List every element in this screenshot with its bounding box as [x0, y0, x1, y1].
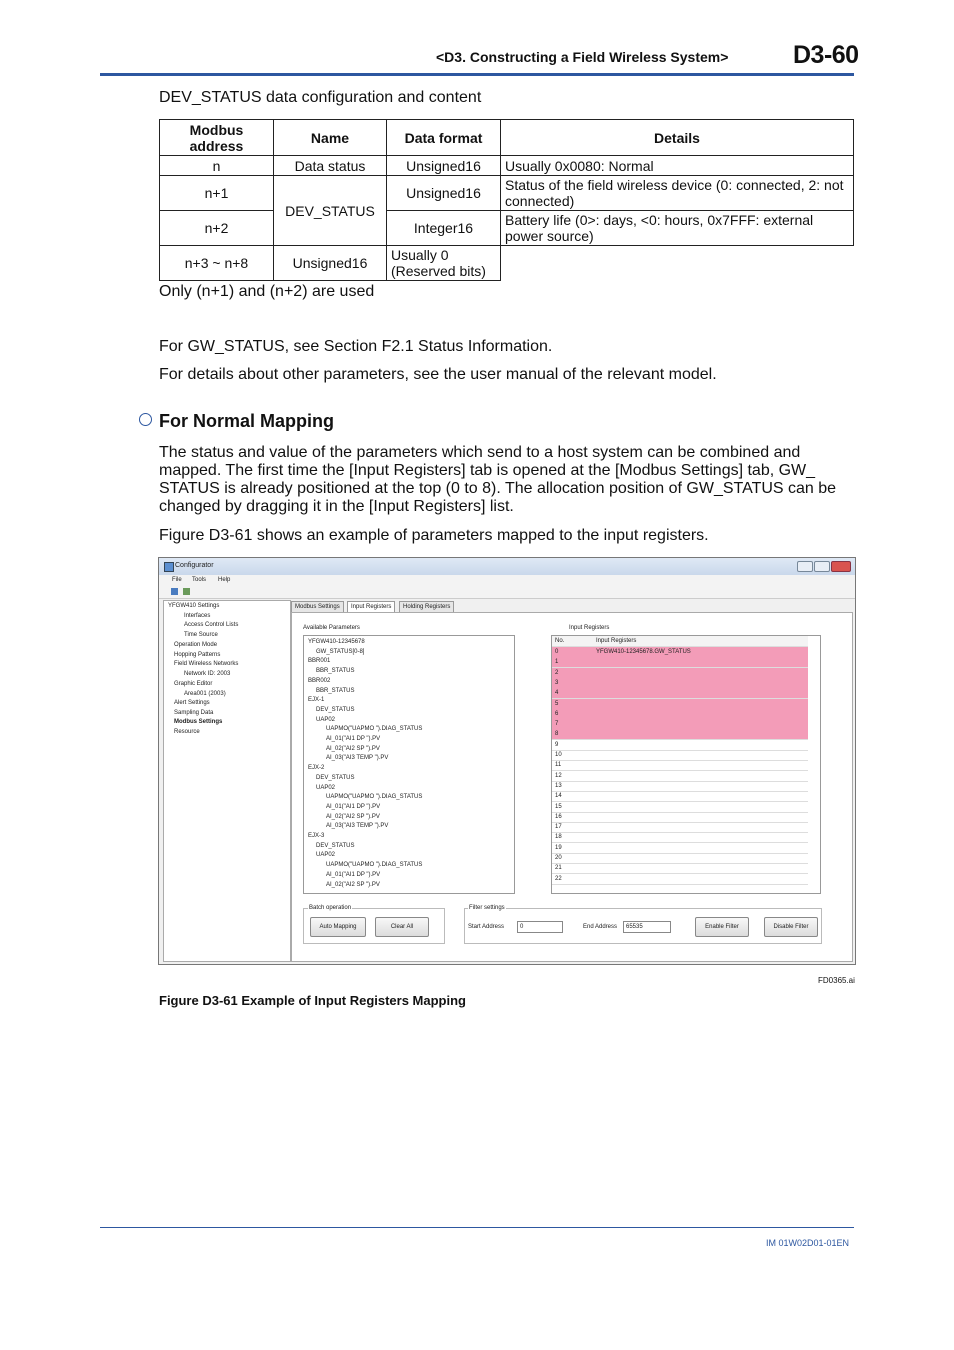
cell-details: Battery life (0>: days, <0: hours, 0x7FFF: external power source) — [501, 211, 854, 246]
register-no: 20 — [555, 855, 562, 861]
tree-item[interactable]: Operation Mode — [174, 642, 218, 648]
cell-address: n+2 — [160, 211, 274, 246]
register-no: 6 — [555, 710, 559, 717]
tree-item[interactable]: Time Source — [184, 632, 218, 638]
minimize-icon[interactable] — [797, 561, 813, 572]
disable-filter-button[interactable]: Disable Filter — [764, 917, 818, 937]
cell-address: n — [160, 156, 274, 176]
col-header-format: Data format — [387, 120, 501, 156]
param-item[interactable]: AI_02("AI2 SP ").PV — [326, 745, 380, 752]
param-item[interactable]: UAP02 — [316, 716, 336, 723]
cell-address: n+1 — [160, 176, 274, 211]
register-no: 22 — [555, 875, 562, 882]
note-other-params: For details about other parameters, see the user manual of the relevant model. — [159, 366, 717, 383]
cell-format: Unsigned16 — [387, 156, 501, 176]
param-item[interactable]: UAP02 — [316, 852, 336, 859]
param-item[interactable]: AI_02("AI2 SP ").PV — [326, 881, 380, 888]
menu-file[interactable]: File — [172, 577, 182, 583]
tree-item[interactable]: Graphic Editor — [174, 681, 213, 687]
register-no: 17 — [555, 824, 562, 831]
paragraph-mapping: The status and value of the parameters which send to a host system can be combined and mapped. The first time the [Input Registers] tab is opened at the [Modbus Settings] tab, GW_ STATUS is already positioned at the top (0 to 8). The allocation position of GW_STATUS can be changed by dragging it in the [Input Registers] list. — [159, 444, 837, 515]
tab-input-registers[interactable]: Input Registers — [347, 601, 395, 613]
param-item[interactable]: GW_STATUS[0-8] — [316, 648, 365, 655]
cell-details: Usually 0x0080: Normal — [501, 156, 854, 176]
window-title: Configurator — [175, 562, 214, 569]
transfer-icon[interactable] — [183, 588, 190, 595]
auto-mapping-button[interactable]: Auto Mapping — [310, 917, 366, 937]
section-heading — [139, 411, 334, 432]
cell-format: Unsigned16 — [387, 176, 501, 211]
menu-tools[interactable]: Tools — [192, 577, 207, 583]
param-item[interactable]: BBR001 — [308, 658, 331, 665]
param-item[interactable]: UAPMO("UAPMO ").DIAG_STATUS — [326, 794, 423, 801]
param-item[interactable]: BBR_STATUS — [316, 687, 355, 694]
tree-item-selected[interactable]: Modbus Settings — [174, 719, 223, 725]
register-no: 19 — [555, 844, 562, 851]
register-no: 15 — [555, 803, 562, 810]
reg-header-row — [552, 636, 808, 647]
register-no: 16 — [555, 813, 562, 820]
register-no: 11 — [555, 762, 562, 769]
param-item[interactable]: AI_01("AI1 DP ").PV — [326, 871, 381, 878]
param-item[interactable]: EJX-2 — [308, 765, 325, 772]
param-item[interactable]: BBR002 — [308, 677, 331, 684]
cell-name: Data status — [274, 156, 387, 176]
footer-rule — [100, 1227, 854, 1228]
tree-item[interactable]: Access Control Lists — [184, 622, 239, 628]
param-item[interactable]: AI_02("AI2 SP ").PV — [326, 813, 380, 820]
window-titlebar — [159, 558, 855, 575]
paragraph-figure-ref: Figure D3-61 shows an example of parameters mapped to the input registers. — [159, 527, 709, 544]
register-no: 12 — [555, 772, 562, 779]
tree-item[interactable]: Hopping Patterns — [174, 652, 221, 658]
dev-status-table — [159, 119, 854, 281]
param-item[interactable]: UAPMO("UAPMO ").DIAG_STATUS — [326, 726, 423, 733]
filter-settings-label: Filter settings — [469, 905, 505, 911]
menu-bar — [159, 575, 855, 586]
enable-filter-button[interactable]: Enable Filter — [695, 917, 749, 937]
cell-address: n+3 ~ n+8 — [160, 246, 274, 281]
menu-help[interactable]: Help — [218, 577, 231, 583]
register-no: 14 — [555, 793, 562, 800]
register-no: 5 — [555, 700, 559, 707]
register-no: 10 — [555, 752, 562, 758]
figure-file-id: FD0365.ai — [818, 976, 855, 985]
start-address-input[interactable]: 0 — [517, 921, 563, 933]
doc-id: IM 01W02D01-01EN — [766, 1238, 850, 1248]
tree-item[interactable]: YFGW410 Settings — [168, 603, 220, 609]
cell-details: Status of the field wireless device (0: connected, 2: not connected) — [501, 176, 854, 211]
register-no: 8 — [555, 731, 559, 738]
tree-item[interactable]: Field Wireless Networks — [174, 661, 239, 667]
register-no: 1 — [555, 659, 559, 666]
page-number: D3-60 — [793, 41, 859, 69]
register-no: 18 — [555, 834, 562, 841]
tab-modbus-settings[interactable]: Modbus Settings — [291, 601, 344, 613]
param-item[interactable]: AI_03("AI3 TEMP ").PV — [326, 823, 389, 830]
col-header-address: Modbus address — [160, 120, 274, 156]
close-icon[interactable] — [831, 561, 851, 572]
tree-item[interactable]: Alert Settings — [174, 700, 210, 706]
param-item[interactable]: AI_03("AI3 TEMP ").PV — [326, 755, 389, 762]
register-name: YFGW410-12345678.GW_STATUS — [596, 649, 691, 655]
header-section: <D3. Constructing a Field Wireless System> — [436, 49, 729, 65]
save-icon[interactable] — [171, 588, 178, 595]
param-item[interactable]: DEV_STATUS — [316, 706, 355, 713]
param-item[interactable]: YFGW410-12345678 — [308, 639, 365, 645]
param-item[interactable]: EJX-1 — [308, 697, 325, 704]
circle-bullet-icon — [139, 413, 152, 426]
register-no: 7 — [555, 721, 559, 728]
section-title: For Normal Mapping — [159, 411, 334, 431]
register-no: 3 — [555, 679, 559, 686]
note-used: Only (n+1) and (n+2) are used — [159, 283, 375, 300]
col-no: No. — [555, 638, 565, 644]
settings-tree — [163, 600, 291, 962]
param-item[interactable]: EJX-3 — [308, 833, 325, 839]
col-header-name: Name — [274, 120, 387, 156]
register-no: 13 — [555, 782, 562, 789]
tree-item[interactable]: Network ID: 2003 — [184, 671, 231, 677]
input-registers-table[interactable] — [551, 635, 821, 894]
param-item[interactable]: BBR_STATUS — [316, 668, 355, 675]
end-address-input[interactable]: 65535 — [623, 921, 671, 933]
input-registers-label: Input Registers — [569, 625, 610, 631]
register-no: 0 — [555, 649, 559, 655]
clear-all-button[interactable]: Clear All — [375, 917, 429, 937]
param-item[interactable]: DEV_STATUS — [316, 774, 355, 781]
available-params-label: Available Parameters — [303, 625, 360, 631]
toolbar — [159, 586, 855, 599]
start-address-label: Start Address — [468, 924, 505, 930]
maximize-icon[interactable] — [814, 561, 830, 572]
col-input-registers: Input Registers — [596, 638, 637, 644]
register-no: 4 — [555, 690, 559, 697]
cell-format: Unsigned16 — [274, 246, 387, 281]
end-address-label: End Address — [583, 924, 618, 930]
app-icon — [164, 562, 174, 572]
cell-details: Usually 0 (Reserved bits) — [387, 246, 501, 281]
col-header-details: Details — [501, 120, 854, 156]
param-item[interactable]: AI_01("AI1 DP ").PV — [326, 736, 381, 742]
figure-caption: Figure D3-61 Example of Input Registers Mapping — [159, 993, 466, 1008]
note-gw-status: For GW_STATUS, see Section F2.1 Status Information. — [159, 338, 553, 355]
tab-holding-registers[interactable]: Holding Registers — [399, 601, 454, 613]
param-item[interactable]: UAP02 — [316, 784, 336, 791]
param-item[interactable]: UAPMO("UAPMO ").DIAG_STATUS — [326, 862, 423, 869]
header-rule — [100, 73, 854, 76]
register-row[interactable] — [552, 874, 808, 885]
tree-item[interactable]: Sampling Data — [174, 710, 214, 716]
tree-item[interactable]: Interfaces — [184, 613, 211, 619]
cell-name: DEV_STATUS — [274, 176, 387, 246]
param-item[interactable]: AI_01("AI1 DP ").PV — [326, 803, 381, 810]
register-no: 21 — [555, 865, 562, 872]
table-intro: DEV_STATUS data configuration and content — [159, 89, 482, 106]
available-params-list[interactable] — [303, 635, 515, 894]
configurator-screenshot — [158, 557, 856, 965]
tree-item[interactable]: Resource — [174, 729, 200, 735]
param-item[interactable]: DEV_STATUS — [316, 842, 355, 849]
cell-format: Integer16 — [387, 211, 501, 246]
tree-item[interactable]: Area001 (2003) — [184, 691, 226, 697]
batch-operation-label: Batch operation — [309, 905, 352, 911]
register-no: 9 — [555, 741, 559, 748]
register-no: 2 — [555, 669, 559, 676]
